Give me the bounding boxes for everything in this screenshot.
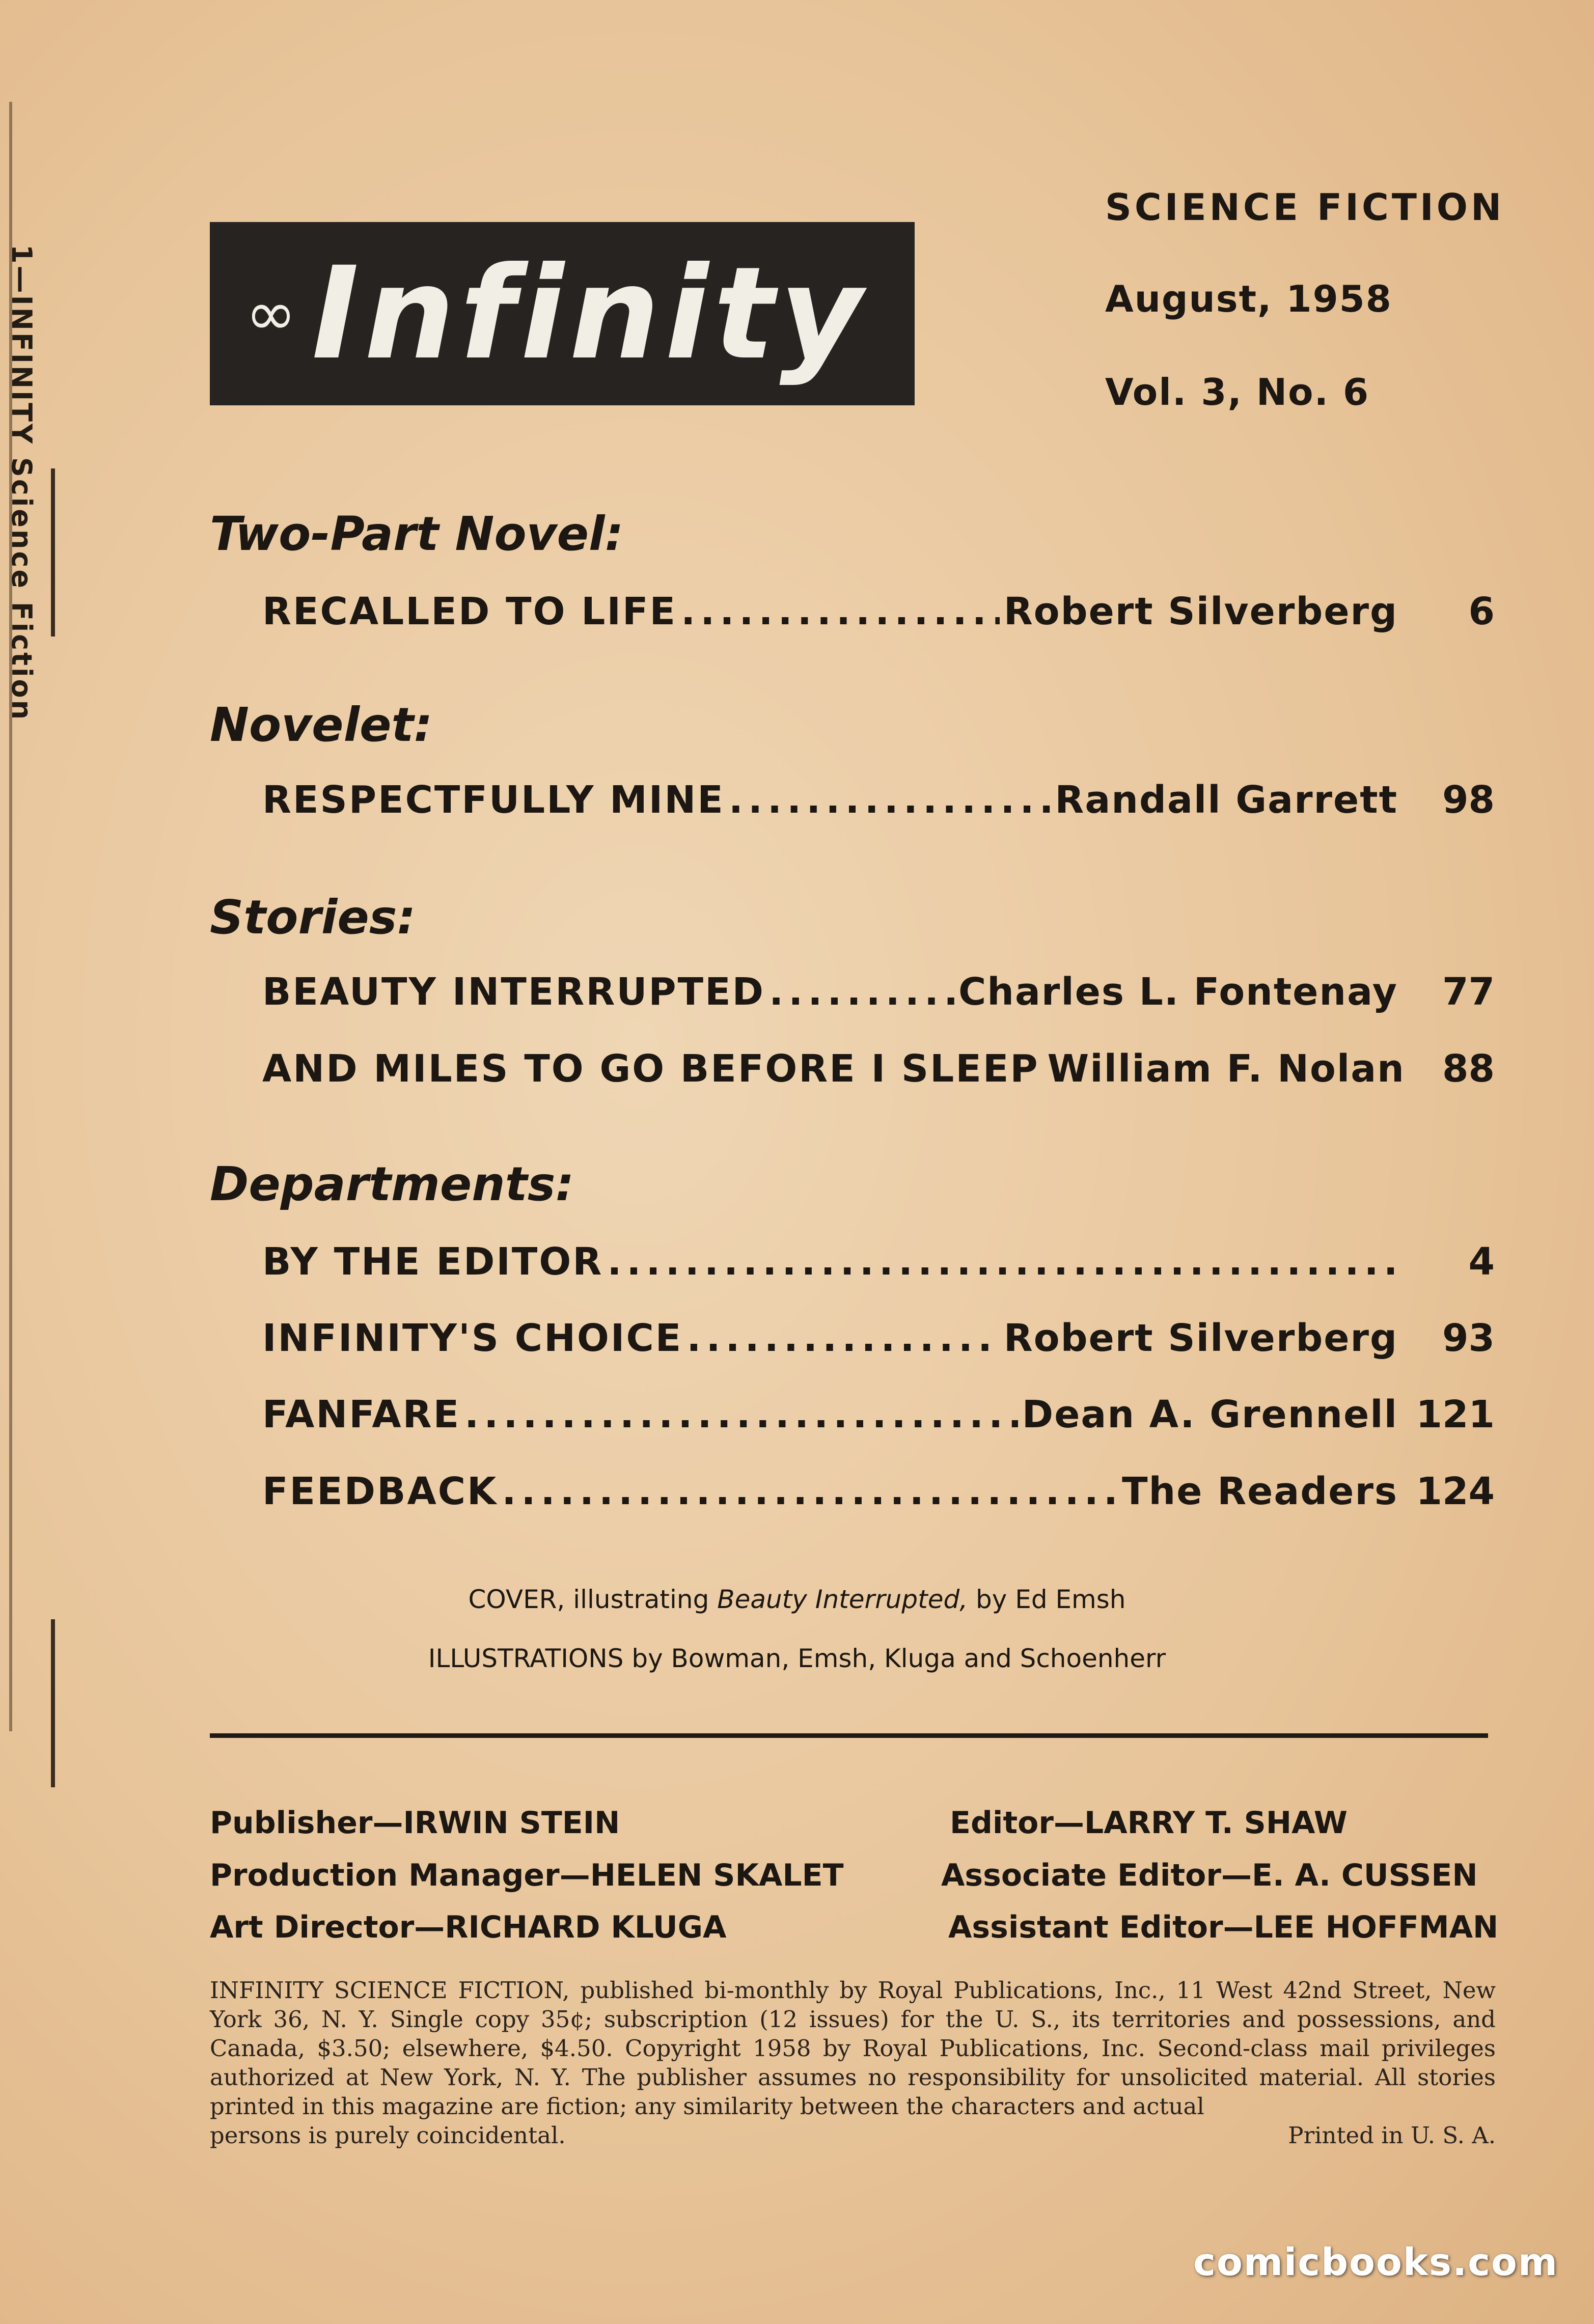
cover-credit bbox=[0, 1585, 1594, 1614]
dot-leader bbox=[464, 1393, 1018, 1436]
page-number: 88 bbox=[1442, 1047, 1495, 1091]
story-title: INFINITY'S CHOICE bbox=[262, 1316, 683, 1360]
notice-closing: persons is purely coincidental. bbox=[210, 2122, 566, 2149]
page-number: 93 bbox=[1442, 1316, 1495, 1360]
staff-publisher: Publisher—IRWIN STEIN bbox=[210, 1805, 620, 1841]
page-number: 77 bbox=[1442, 970, 1495, 1014]
toc-entry[interactable] bbox=[262, 1393, 1495, 1444]
cover-credit-title: Beauty Interrupted, bbox=[717, 1585, 968, 1614]
story-author: The Readers bbox=[1122, 1470, 1398, 1513]
page-number: 6 bbox=[1468, 590, 1495, 633]
story-author: Dean A. Grennell bbox=[1022, 1393, 1398, 1436]
story-author: Robert Silverberg bbox=[1003, 590, 1398, 633]
story-title: RECALLED TO LIFE bbox=[262, 590, 677, 633]
notice-last-line bbox=[210, 2121, 1496, 2150]
printed-in: Printed in U. S. A. bbox=[1288, 2122, 1496, 2149]
toc-entry[interactable] bbox=[262, 1047, 1495, 1098]
story-author: William F. Nolan bbox=[1047, 1047, 1405, 1091]
dot-leader bbox=[729, 778, 1051, 822]
cover-credit-prefix: COVER, illustrating bbox=[468, 1585, 709, 1614]
dot-leader bbox=[686, 1316, 999, 1360]
toc-entry[interactable] bbox=[262, 970, 1495, 1021]
dot-leader bbox=[681, 590, 1000, 633]
logo-word: Infinity bbox=[311, 239, 868, 388]
issue-label: SCIENCE FICTION bbox=[1105, 186, 1505, 229]
story-title: RESPECTFULLY MINE bbox=[262, 778, 725, 822]
page-number: 98 bbox=[1442, 778, 1495, 822]
page-number: 4 bbox=[1468, 1240, 1495, 1284]
watermark: comicbooks.com bbox=[1193, 2240, 1558, 2284]
dot-leader bbox=[502, 1470, 1118, 1513]
dot-leader bbox=[769, 970, 954, 1014]
story-title: BY THE EDITOR bbox=[262, 1240, 603, 1284]
page-number: 121 bbox=[1416, 1393, 1495, 1436]
issue-date: August, 1958 bbox=[1105, 278, 1392, 320]
story-title: BEAUTY INTERRUPTED bbox=[262, 970, 765, 1014]
story-author: Robert Silverberg bbox=[1003, 1316, 1398, 1360]
story-title: FANFARE bbox=[262, 1393, 461, 1436]
divider-rule bbox=[210, 1733, 1488, 1738]
story-author: Charles L. Fontenay bbox=[958, 970, 1398, 1014]
staff-art-director: Art Director—RICHARD KLUGA bbox=[210, 1910, 727, 1945]
story-author: Randall Garrett bbox=[1055, 778, 1398, 822]
staff-assistant-editor: Assistant Editor—LEE HOFFMAN bbox=[948, 1910, 1499, 1945]
story-title: AND MILES TO GO BEFORE I SLEEP bbox=[262, 1047, 1039, 1091]
section-heading: Stories: bbox=[210, 890, 416, 945]
story-title: FEEDBACK bbox=[262, 1470, 498, 1513]
cover-credit-artist: by Ed Emsh bbox=[976, 1585, 1126, 1614]
section-heading: Novelet: bbox=[210, 698, 433, 752]
section-heading: Departments: bbox=[210, 1157, 574, 1211]
publication-notice bbox=[210, 1976, 1496, 2150]
staff-production-manager: Production Manager—HELEN SKALET bbox=[210, 1858, 844, 1893]
notice-body: INFINITY SCIENCE FICTION, published bi-monthly by Royal Publications, Inc., 11 West 42nd Street, New York 36, N. Y. Single copy 35¢; subscription (12 issues) for the U. S., its territories and possessions, and Canada, $3.50; elsewhere, $4.50. Copyright 1958 by Royal Publications, Inc. Second-class mail privileges authorized at New York, N. Y. The publisher assumes no responsibility for unsolicited material. All stories printed in this magazine are fiction; any similarity between the characters and actual bbox=[210, 1977, 1496, 2120]
toc-entry[interactable] bbox=[262, 778, 1495, 829]
page-number: 124 bbox=[1416, 1470, 1495, 1513]
illustrations-credit: ILLUSTRATIONS by Bowman, Emsh, Kluga and Schoenherr bbox=[428, 1644, 1166, 1673]
staff-associate-editor: Associate Editor—E. A. CUSSEN bbox=[941, 1858, 1478, 1893]
toc-entry[interactable] bbox=[262, 1240, 1495, 1291]
toc-entry[interactable] bbox=[262, 1316, 1495, 1367]
section-heading: Two-Part Novel: bbox=[210, 507, 624, 561]
spine-text: 1—INFINITY Science Fiction bbox=[6, 244, 38, 722]
dot-leader bbox=[607, 1240, 1394, 1284]
toc-entry[interactable] bbox=[262, 1470, 1495, 1520]
issue-volume: Vol. 3, No. 6 bbox=[1105, 371, 1370, 413]
toc-entry[interactable] bbox=[262, 590, 1495, 641]
masthead-logo bbox=[210, 222, 915, 405]
staff-editor: Editor—LARRY T. SHAW bbox=[950, 1805, 1348, 1841]
infinity-symbol-icon: ∞ bbox=[245, 278, 296, 349]
staple-top bbox=[51, 468, 55, 637]
